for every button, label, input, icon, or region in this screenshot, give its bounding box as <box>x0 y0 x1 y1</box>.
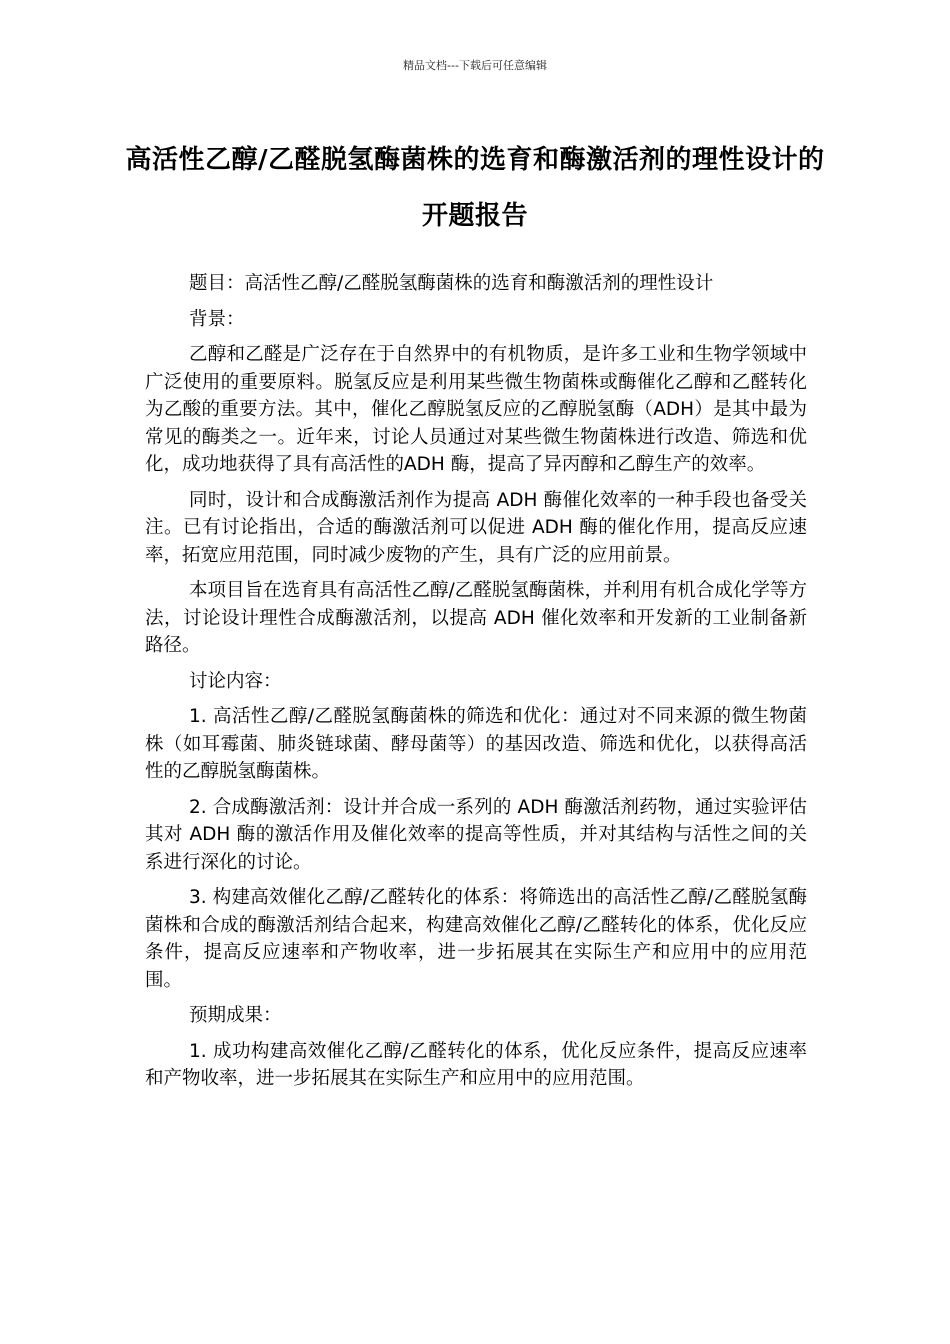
content-heading: 讨论内容： <box>189 670 282 692</box>
document-body <box>145 270 807 1101</box>
content-item: 1. 高活性乙醇/乙醛脱氢酶菌株的筛选和优化：通过对不同来源的微生物菌株（如耳霉菌、肺炎链球菌、酵母菌等）的基因改造、筛选和优化，以获得高活性的乙醇脱氢酶菌株。 <box>145 706 807 782</box>
document-title: 高活性乙醇/乙醛脱氢酶菌株的选育和酶激活剂的理性设计的开题报告 <box>125 145 825 231</box>
background-paragraph: 本项目旨在选育具有高活性乙醇/乙醛脱氢酶菌株，并利用有机合成化学等方法，讨论设计理性合成酶激活剂，以提高 ADH 催化效率和开发新的工业制备新路径。 <box>145 580 807 656</box>
content-item: 2. 合成酶激活剂：设计并合成一系列的 ADH 酶激活剂药物，通过实验评估其对 ADH 酶的激活作用及催化效率的提高等性质，并对其结构与活性之间的关系进行深化的讨论。 <box>145 796 807 873</box>
background-heading: 背景： <box>189 308 245 330</box>
background-paragraph: 同时，设计和合成酶激活剂作为提高 ADH 酶催化效率的一种手段也备受关注。已有讨论指出，合适的酶激活剂可以促进 ADH 酶的催化作用，提高反应速率，拓宽应用范围，同时减少废物的产生，具有广泛的应用前景。 <box>145 489 807 566</box>
content-item: 3. 构建高效催化乙醇/乙醛转化的体系：将筛选出的高活性乙醇/乙醛脱氢酶菌株和合成的酶激活剂结合起来，构建高效催化乙醇/乙醛转化的体系，优化反应条件，提高反应速率和产物收率，进一步拓展其在实际生产和应用中的应用范围。 <box>145 887 807 991</box>
background-paragraph: 乙醇和乙醛是广泛存在于自然界中的有机物质，是许多工业和生物学领域中广泛使用的重要原料。脱氢反应是利用某些微生物菌株或酶催化乙醇和乙醛转化为乙酸的重要方法。其中，催化乙醇脱氢反应的乙醇脱氢酶（ADH）是其中最为常见的酶类之一。近年来，讨论人员通过对某些微生物菌株进行改造、筛选和优化，成功地获得了具有高活性的ADH 酶，提高了异丙醇和乙醇生产的效率。 <box>145 344 807 475</box>
results-item: 1. 成功构建高效催化乙醇/乙醛转化的体系，优化反应条件，提高反应速率和产物收率，进一步拓展其在实际生产和应用中的应用范围。 <box>145 1040 807 1089</box>
header-note: 精品文档---下载后可任意编辑 <box>403 59 547 72</box>
results-heading: 预期成果： <box>189 1005 282 1026</box>
topic-line: 题目：高活性乙醇/乙醛脱氢酶菌株的选育和酶激活剂的理性设计 <box>189 273 714 294</box>
